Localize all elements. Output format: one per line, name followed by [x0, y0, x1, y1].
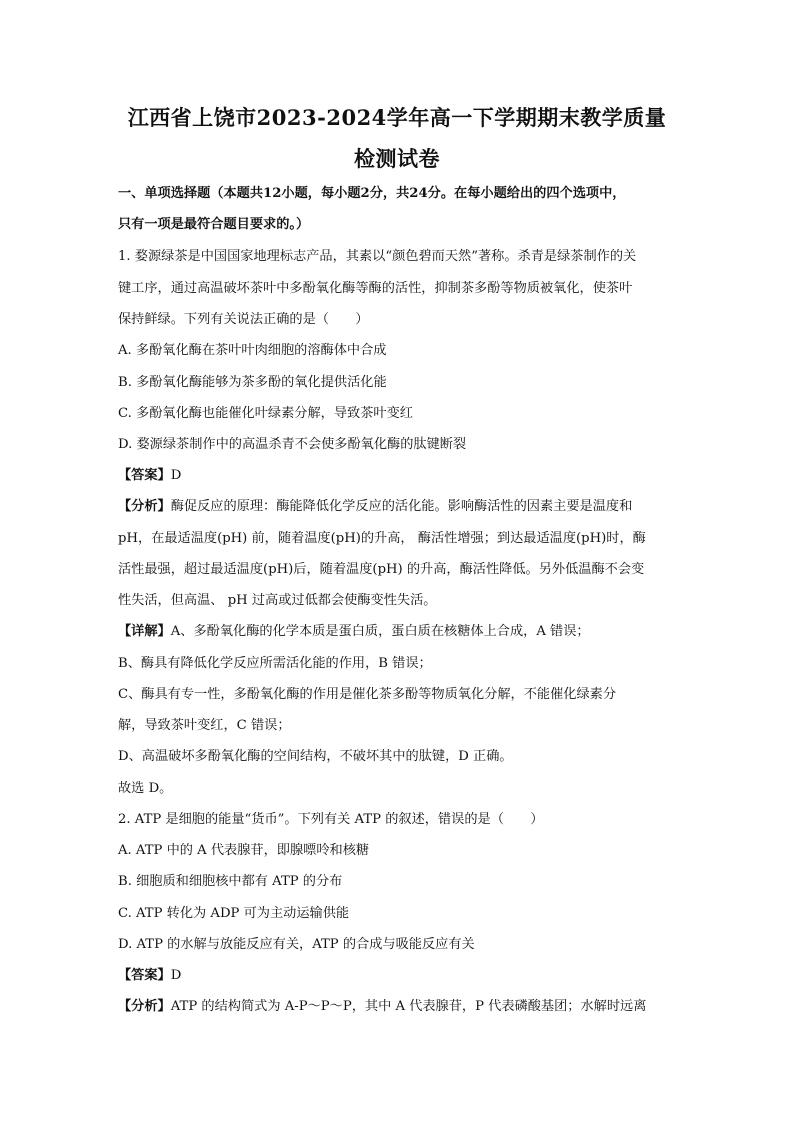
q2-option-b: B. 细胞质和细胞核中都有 ATP 的分布 [118, 874, 343, 889]
analysis-tag: 【分析】 [118, 999, 171, 1014]
q1-analysis-line2: pH，在最适温度(pH) 前，随着温度(pH)的升高， 酶活性增强；到达最适温度(pH)时，酶 [118, 531, 646, 546]
analysis-tag: 【分析】 [118, 499, 171, 514]
q1-detail-line1 [118, 623, 678, 641]
detail-text: A、多酚氧化酶的化学本质是蛋白质，蛋白质在核糖体上合成，A 错误； [170, 624, 590, 639]
analysis-text: 酶促反应的原理：酶能降低化学反应的活化能。影响酶活性的因素主要是温度和 [170, 499, 633, 514]
q1-detail-line2: B、酶具有降低化学反应所需活化能的作用，B 错误； [118, 656, 432, 671]
answer-tag: 【答案】 [118, 968, 171, 983]
q1-stem-line3: 保持鲜绿。下列有关说法正确的是（ ） [118, 312, 369, 327]
section-heading-line1: 一、单项选择题（本题共12小题，每小题2分，共24分。在每小题给出的四个选项中， [118, 186, 626, 201]
q2-answer [118, 967, 678, 985]
q1-analysis-line3: 活性最强，超过最适温度(pH)后，随着温度(pH) 的升高，酶活性降低。另外低温酶不会变 [118, 562, 645, 577]
section-heading-line2: 只有一项是最符合题目要求的。） [118, 217, 310, 232]
q1-option-a: A. 多酚氧化酶在茶叶叶肉细胞的溶酶体中合成 [118, 343, 387, 358]
q2-option-d: D. ATP 的水解与放能反应有关，ATP 的合成与吸能反应有关 [118, 937, 475, 952]
doc-title-line2: 检测试卷 [354, 146, 440, 171]
q2-stem: 2. ATP 是细胞的能量“货币”。下列有关 ATP 的叙述，错误的是（ ） [118, 812, 544, 827]
q1-option-c: C. 多酚氧化酶也能催化叶绿素分解，导致茶叶变红 [118, 406, 413, 421]
q1-stem-line2: 键工序，通过高温破坏茶叶中多酚氧化酶等酶的活性，抑制茶多酚等物质被氧化，使茶叶 [118, 281, 633, 296]
q1-detail-line3: C、酶具有专一性，多酚氧化酶的作用是催化茶多酚等物质氧化分解，不能催化绿素分 [118, 687, 617, 702]
q1-detail-line5: D、高温破坏多酚氧化酶的空间结构，不破坏其中的肽键，D 正确。 [118, 749, 513, 764]
q2-analysis-line1 [118, 998, 678, 1016]
answer-value: D [170, 468, 182, 483]
answer-value: D [170, 968, 182, 983]
q1-answer [118, 467, 678, 485]
detail-tag: 【详解】 [118, 624, 171, 639]
q2-option-a: A. ATP 中的 A 代表腺苷，即腺嘌呤和核糖 [118, 843, 370, 858]
analysis-text: ATP 的结构简式为 A-P～P～P，其中 A 代表腺苷，P 代表磷酸基团；水解时远离 [170, 999, 647, 1014]
q2-option-c: C. ATP 转化为 ADP 可为主动运输供能 [118, 906, 350, 921]
q1-stem-line1: 1. 婺源绿茶是中国国家地理标志产品，其素以“颜色碧而天然”著称。杀青是绿茶制作的关 [118, 249, 637, 264]
q1-detail-line4: 解，导致茶叶变红，C 错误； [118, 718, 291, 733]
doc-title-line1: 江西省上饶市2023-2024学年高一下学期期末教学质量 [127, 105, 667, 130]
q1-analysis-line1 [118, 498, 678, 516]
q1-option-b: B. 多酚氧化酶能够为茶多酚的氧化提供活化能 [118, 375, 387, 390]
answer-tag: 【答案】 [118, 468, 171, 483]
q1-analysis-line4: 性失活，但高温、 pH 过高或过低都会使酶变性失活。 [118, 593, 437, 608]
q1-conclusion: 故选 D。 [118, 781, 173, 796]
q1-option-d: D. 婺源绿茶制作中的高温杀青不会使多酚氧化酶的肽键断裂 [118, 437, 467, 452]
